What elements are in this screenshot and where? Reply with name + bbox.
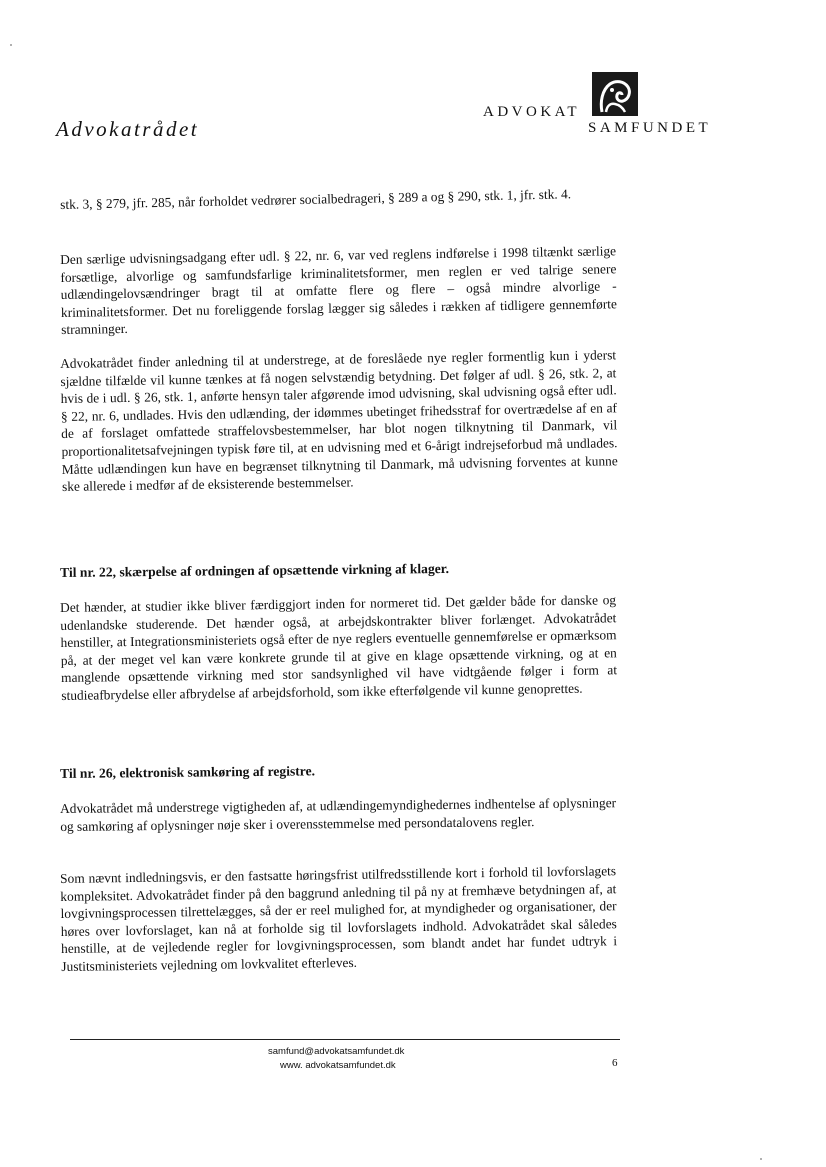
paragraph-1: stk. 3, § 279, jfr. 285, når forholdet vedrører socialbedrageri, § 289 a og § 290, stk. 1, jfr. stk. 4.	[60, 186, 572, 212]
footer-website: www. advokatsamfundet.dk	[280, 1060, 396, 1071]
section-heading-nr-26: Til nr. 26, elektronisk samkøring af registre.	[60, 763, 316, 781]
heading-1-block	[60, 558, 616, 581]
scan-speck	[10, 44, 12, 46]
paragraph-2: Den særlige udvisningsadgang efter udl. § 22, nr. 6, var ved reglens indførelse i 1998 tiltænkt særlige forsætlige, alvorlige og samfundsfarlige kriminalitetsformer, men reglen er ved talrige senere udlændingelovsændringer bragt til at omfatte flere og flere – også mindre alvorlige - kriminalitetsformer. Det nu foreliggende forslag lægger sig således i rækken af tidligere gennemførte stramninger.	[60, 243, 618, 338]
paragraph-6: Som nævnt indledningsvis, er den fastsatte høringsfrist utilfredsstillende kort i forhold til lovforslagets kompleksitet. Advokatrådet finder på den baggrund anledning til på ny at fremhæve betydningen af, at lovgivningsprocessen tilrettelægges, så der er reel mulighed for, at myndigheder og organisationer, der høres over lovforslaget, kan nå at forholde sig til lovforslagets indhold. Advokatrådet skal således henstille, at de vejledende regler for lovgivningsprocessen, som blandt andet har fundet udtryk i Justitsministeriets vejledning om lovkvalitet efterleves.	[60, 863, 618, 974]
paragraph-4-block	[60, 591, 617, 704]
section-heading-nr-22: Til nr. 22, skærpelse af ordningen af opsættende virkning af klager.	[60, 560, 450, 580]
scan-speck	[760, 1158, 762, 1160]
logo-text-advokat: ADVOKAT	[483, 104, 580, 120]
heading-2-block	[60, 759, 616, 782]
paragraph-5-block	[60, 794, 616, 835]
paragraph-4: Det hænder, at studier ikke bliver færdiggjort inden for normeret tid. Det gælder både for danske og udenlandske studerende. Det hænder også, at arbejdskontrakter bliver forlænget. Advokatrådet henstiller, at Integrationsministeriets også efter de nye reglers eventuelle gennemførelse er opmærksom på, at der meget vel kan være konkrete grunde til at give en klage opsættende virkning, og at en manglende opsættende virkning med stor sandsynlighed vil have vidtgående følger i form at studieafbrydelse eller afbrydelse af arbejdsforhold, som ikke efterfølgende vil kunne genoprettes.	[60, 592, 618, 703]
paragraph-2-block	[60, 242, 617, 339]
logo-text-samfundet: SAMFUNDET	[588, 120, 712, 136]
advokatsamfundet-emblem-icon	[592, 72, 638, 116]
paragraph-6-block	[60, 862, 617, 975]
header-title: Advokatrådet	[56, 117, 200, 141]
page-number: 6	[612, 1057, 618, 1069]
footer-email: samfund@advokatsamfundet.dk	[268, 1046, 405, 1057]
paragraph-1-block	[60, 184, 616, 213]
paragraph-3: Advokatrådet finder anledning til at understrege, at de foreslåede nye regler formentlig kun i yderst sjældne tilfælde vil kunne tænkes at få nogen selvstændig betydning. Det følger af udl. § 26, stk. 2, at hvis de i udl. § 26, stk. 1, anførte hensyn taler afgørende imod udvisning, skal udvisning også efter udl. § 22, nr. 6, undlades. Hvis den udlænding, der idømmes ubetinget frihedsstraf for overtrædelse af en af de af forslaget omfattede straffelovsbestemmelser, har blot nogen tilknytning til Danmark, vil proportionalitetsafvejningen typisk føre til, at en udvisning med et 6-årigt indrejseforbud må undlades. Måtte udlændingen kun have en begrænset tilknytning til Danmark, må udvisning forventes at kunne ske allerede i medfør af de eksisterende bestemmelser.	[60, 347, 618, 495]
footer-divider	[70, 1039, 620, 1040]
paragraph-3-block	[60, 346, 618, 495]
paragraph-5: Advokatrådet må understrege vigtigheden af, at udlændingemyndighedernes indhentelse af oplysninger og samkøring af oplysninger nøje sker i overensstemmelse med persondatalovens regler.	[60, 795, 617, 834]
